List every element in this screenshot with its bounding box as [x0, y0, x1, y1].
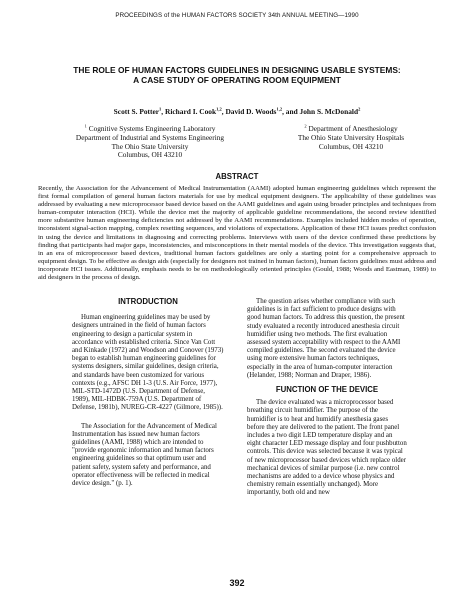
author: John S. McDonald$^2$ — [299, 106, 361, 116]
body-paragraph: The device evaluated was a microprocessor based breathing circuit humidifier. The purpose of the humidifier is to heat and humidify anesthesia gases before they are delivered to the patient. The front panel includes a two digit LED temperature display and an eight character LED message display and four pushbutton controls. This device was selected because it was typical of new microprocessor based devices which replace older mechanical devices of similar purpose (i.e. new control mechanisms are added to a device whose physics and chemistry remain essentially unchanged). More importantly, both old and new — [247, 399, 407, 497]
running-head: PROCEEDINGS of the HUMAN FACTORS SOCIETY 34th ANNUAL MEETING—1990 — [115, 12, 359, 19]
body-paragraph: The question arises whether compliance with such guidelines is in fact sufficient to produce designs with good human factors. To address this question, the present study evaluated a recently introduced anesthesia circuit humidifier using two methods. The first evaluation assessed system acceptability with respect to the AAMI compiled guidelines. The second evaluated the device using more extensive human factors techniques, especially in the area of human-computer interaction (Helander, 1988; Norman and Draper, 1986). — [247, 298, 405, 379]
introduction-paragraph: The Association for the Advancement of Medical Instrumentation has issued new human factors guidelines (AAMI, 1988) which are intended to "provide ergonomic information and human factors engineering guidelines so that optimum user and patient safety, system safety and performance, and operator effectiveness will be reflected in medical device design." (p. 1). — [72, 422, 217, 488]
right-column — [247, 298, 407, 498]
author: David D. Woods$^{1,2}$, and — [225, 106, 300, 116]
title-line-1: THE ROLE OF HUMAN FACTORS GUIDELINES IN DESIGNING USABLE SYSTEMS: — [73, 65, 401, 75]
affiliation-right: $^2$ Department of Anesthesiology The Ohio State University Hospitals Columbus, OH 43210 — [297, 123, 405, 151]
left-column — [72, 298, 224, 488]
author: Scott S. Potter$^1$, — [113, 106, 165, 116]
abstract-heading: ABSTRACT — [215, 172, 259, 181]
page-number: 392 — [229, 578, 245, 588]
introduction-heading: INTRODUCTION — [118, 297, 178, 306]
paper-title — [36, 66, 438, 85]
introduction-paragraph: Human engineering guidelines may be used by designers untrained in the field of human factors engineering to design a particular system in accordance with established criteria. Since Van Cott and Kinkade (1972) and Woodson and Conover (1973) began to establish human engineering guidelines for systems designers, similar guidelines, design criteria, and standards have been customized for various contexts (e.g., AFSC DH 1-3 (U.S. Air Force, 1977), MIL-STD-1472D (U.S. Department of Defense, 1989), MIL-HDBK-759A (U.S. Department of Defense, 1981b), NUREG-CR-4227 (Gilmore, 1985)). — [72, 314, 224, 412]
abstract-text: Recently, the Association for the Advancement of Medical Instrumentation (AAMI) adopted human engineering guidelines which represent the first formal compilation of general human factors materials for use by medical equipment designers. The applicability of these guidelines was addressed by evaluating a new microprocessor based device based on the AAMI guidelines and again using broader principles and techniques from human-computer interaction (HCI). While the device met the majority of applicable guideline recommendations, the second review identified more substantive human engineering deficiencies not addressed by the AAMI recommendations. Examples included hidden modes of operation, inconsistent signal-action mapping, complex resetting sequences, and violations of expectations. Application of these HCI issues predict confusion in using the device and limitations in diagnosing and correcting problems. Interviews with users of the device confirmed these predictions by finding that participants had major gaps, inconsistencies, and misconceptions in their mental models of the device. This investigation suggests that, in an era of microprocessor based devices, traditional human factors guidelines are only a starting point for a comprehensive approach to equipment design. To be effective as design aids (especially for designers not trained in human factors), human factors guidelines must address and incorporate HCI issues. Additionally, emphasis needs to be on methodologically oriented principles (Gould, 1988; Woods and Eastman, 1989) to aid designers in the process of design. — [38, 185, 436, 282]
affiliation-left: $^1$ Cognitive Systems Engineering Laboratory Department of Industrial and Systems Engineering The Ohio State University Columbus, OH 43210 — [75, 123, 225, 160]
title-line-2: A CASE STUDY OF OPERATING ROOM EQUIPMENT — [133, 74, 341, 85]
function-heading: FUNCTION OF THE DEVICE — [275, 385, 379, 395]
author: Richard I. Cook$^{1,2}$, — [164, 106, 226, 116]
author-list — [36, 107, 438, 116]
